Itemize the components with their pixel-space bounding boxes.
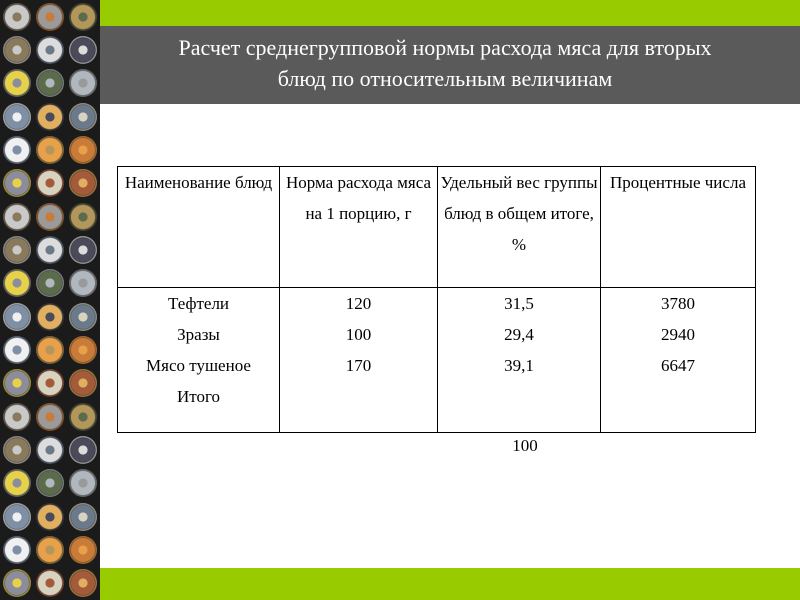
slide-title — [100, 32, 790, 94]
decorative-circle-tile — [0, 100, 33, 133]
decorative-circle — [3, 469, 31, 497]
decorative-circle — [3, 269, 31, 297]
percent-number-value: 6647 — [661, 356, 695, 375]
decorative-circle-tile — [33, 433, 66, 466]
dish-name-total: Итого — [176, 387, 221, 406]
decorative-circle-tile — [0, 333, 33, 366]
table-row — [118, 288, 756, 433]
decorative-circle-tile — [0, 467, 33, 500]
decorative-circle — [69, 536, 97, 564]
decorative-circle — [36, 503, 64, 531]
decorative-circle — [69, 336, 97, 364]
percent-number-value: 2940 — [661, 325, 695, 344]
decorative-circle-tile — [67, 0, 100, 33]
decorative-circle — [36, 36, 64, 64]
decorative-circle-tile — [0, 200, 33, 233]
meat-norm-table — [117, 166, 756, 433]
dish-name: Зразы — [177, 325, 220, 344]
decorative-circle — [69, 369, 97, 397]
decorative-circle-tile — [67, 100, 100, 133]
decorative-circle — [69, 303, 97, 331]
decorative-circle — [36, 469, 64, 497]
decorative-circle — [36, 69, 64, 97]
decorative-circles — [0, 0, 100, 600]
decorative-circle-tile — [33, 467, 66, 500]
decorative-circle — [36, 569, 64, 597]
decorative-circle — [3, 303, 31, 331]
decorative-circle — [69, 403, 97, 431]
decorative-circle — [69, 569, 97, 597]
decorative-circle-tile — [33, 0, 66, 33]
decorative-circle-tile — [33, 167, 66, 200]
decorative-circle — [69, 69, 97, 97]
norm-value: 170 — [345, 356, 372, 375]
decorative-circle — [36, 303, 64, 331]
share-value: 29,4 — [504, 325, 534, 344]
decorative-circle — [69, 36, 97, 64]
decorative-circle-tile — [0, 267, 33, 300]
decorative-circle-tile — [33, 200, 66, 233]
decorative-circle — [36, 369, 64, 397]
decorative-circle — [69, 503, 97, 531]
decorative-circle — [69, 136, 97, 164]
decorative-circle-tile — [0, 500, 33, 533]
norm-value: 100 — [345, 325, 372, 344]
decorative-circle — [69, 236, 97, 264]
share-value: 31,5 — [504, 294, 534, 313]
decorative-circle — [36, 136, 64, 164]
share-value: 39,1 — [504, 356, 534, 375]
decorative-circle-tile — [33, 100, 66, 133]
norm-value: 120 — [345, 294, 372, 313]
decorative-circle — [36, 236, 64, 264]
decorative-circle-tile — [67, 433, 100, 466]
decorative-circle — [3, 503, 31, 531]
decorative-circle-tile — [67, 533, 100, 566]
dish-names-cell — [118, 288, 280, 433]
decorative-circle-tile — [0, 300, 33, 333]
percent-numbers-cell — [601, 288, 756, 433]
decorative-circle-tile — [67, 33, 100, 66]
decorative-circle — [36, 203, 64, 231]
decorative-circle — [3, 436, 31, 464]
decorative-circle-tile — [0, 133, 33, 166]
decorative-circle — [3, 36, 31, 64]
decorative-circle — [3, 169, 31, 197]
dish-name: Мясо тушеное — [146, 356, 251, 375]
decorative-circle-tile — [33, 567, 66, 600]
decorative-circle-tile — [67, 67, 100, 100]
decorative-circle-tile — [33, 500, 66, 533]
decorative-circle-tile — [33, 33, 66, 66]
decorative-circle-tile — [67, 567, 100, 600]
top-green-bar — [100, 0, 800, 26]
decorative-circle-tile — [67, 167, 100, 200]
header-percent-numbers: Процентные числа — [601, 167, 756, 288]
decorative-circle — [69, 3, 97, 31]
decorative-circle — [36, 403, 64, 431]
table-header-row — [118, 167, 756, 288]
decorative-circle — [3, 569, 31, 597]
decorative-circle-tile — [0, 167, 33, 200]
decorative-circle — [3, 336, 31, 364]
decorative-circle-tile — [67, 400, 100, 433]
decorative-circle — [3, 536, 31, 564]
decorative-circle-tile — [0, 533, 33, 566]
decorative-circle-tile — [33, 67, 66, 100]
decorative-circle — [3, 103, 31, 131]
decorative-circle-tile — [33, 367, 66, 400]
shares-cell — [438, 288, 601, 433]
decorative-circle-tile — [0, 233, 33, 266]
percent-number-value: 3780 — [661, 294, 695, 313]
share-total: 100 — [512, 436, 538, 455]
decorative-circle — [3, 369, 31, 397]
dish-name: Тефтели — [167, 294, 230, 313]
decorative-circle-tile — [67, 467, 100, 500]
decorative-circle-tile — [33, 533, 66, 566]
decorative-circle — [36, 436, 64, 464]
decorative-circle — [3, 136, 31, 164]
decorative-circle — [36, 269, 64, 297]
slide-title-line-1: Расчет среднегрупповой нормы расхода мяса для вторых — [178, 35, 712, 60]
header-dish-name: Наименование блюд — [118, 167, 280, 288]
decorative-circle — [36, 536, 64, 564]
norms-cell — [280, 288, 438, 433]
decorative-circle-tile — [67, 367, 100, 400]
decorative-circle — [69, 203, 97, 231]
decorative-circle — [69, 469, 97, 497]
decorative-image-column — [0, 0, 100, 600]
decorative-circle — [69, 436, 97, 464]
decorative-circle — [3, 236, 31, 264]
decorative-circle — [3, 403, 31, 431]
header-share: Удельный вес группы блюд в общем итоге, % — [438, 167, 601, 288]
decorative-circle-tile — [33, 267, 66, 300]
decorative-circle-tile — [33, 333, 66, 366]
decorative-circle-tile — [67, 300, 100, 333]
decorative-circle-tile — [33, 233, 66, 266]
decorative-circle-tile — [0, 433, 33, 466]
decorative-circle — [36, 3, 64, 31]
decorative-circle — [3, 203, 31, 231]
title-band — [100, 26, 800, 104]
decorative-circle — [69, 169, 97, 197]
decorative-circle-tile — [67, 333, 100, 366]
bottom-green-bar — [100, 568, 800, 600]
decorative-circle-tile — [0, 67, 33, 100]
decorative-circle — [3, 3, 31, 31]
decorative-circle — [36, 103, 64, 131]
decorative-circle-tile — [33, 400, 66, 433]
decorative-circle — [69, 269, 97, 297]
header-norm: Норма расхода мяса на 1 порцию, г — [280, 167, 438, 288]
decorative-circle-tile — [33, 133, 66, 166]
decorative-circle-tile — [67, 200, 100, 233]
decorative-circle — [36, 336, 64, 364]
decorative-circle-tile — [0, 567, 33, 600]
decorative-circle-tile — [67, 233, 100, 266]
decorative-circle-tile — [67, 500, 100, 533]
decorative-circle — [3, 69, 31, 97]
decorative-circle — [36, 169, 64, 197]
decorative-circle-tile — [33, 300, 66, 333]
decorative-circle-tile — [0, 400, 33, 433]
decorative-circle-tile — [67, 267, 100, 300]
decorative-circle-tile — [67, 133, 100, 166]
decorative-circle-tile — [0, 0, 33, 33]
decorative-circle-tile — [0, 367, 33, 400]
decorative-circle-tile — [0, 33, 33, 66]
decorative-circle — [69, 103, 97, 131]
slide-title-line-2: блюд по относительным величинам — [277, 66, 613, 91]
